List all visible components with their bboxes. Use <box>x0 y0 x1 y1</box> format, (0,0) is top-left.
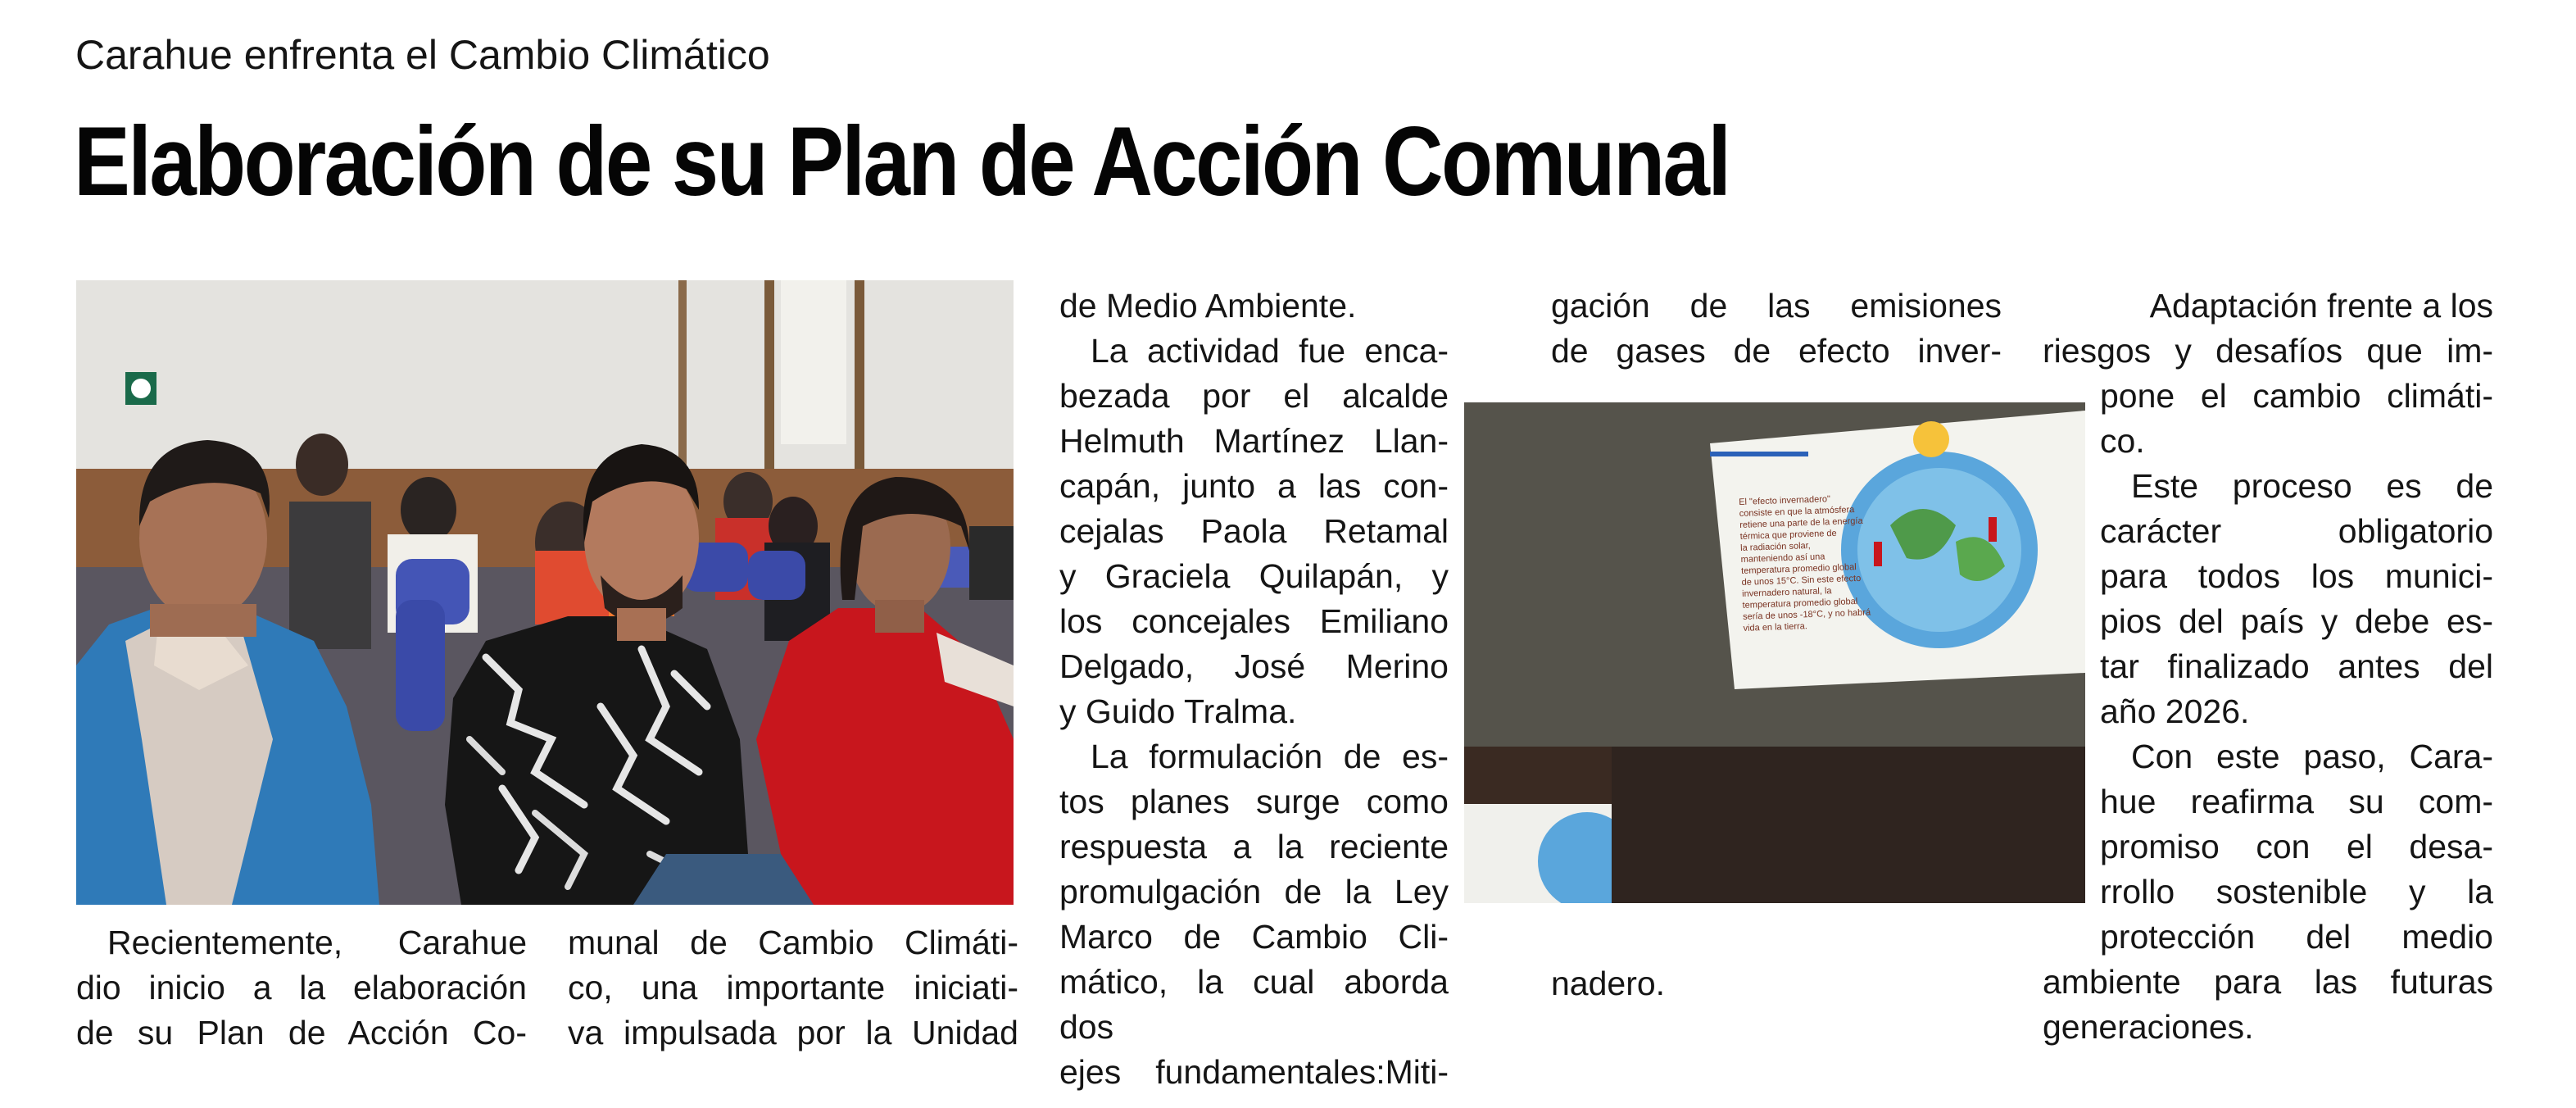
column-5-top: Adaptación frente a los riesgos y desafíos que im- <box>2043 287 2493 370</box>
column-4-bottom: nadero. <box>1551 965 1666 1002</box>
slide-photo <box>1464 402 2085 903</box>
column-3: de Medio Ambiente. La actividad fue enca- bezada por el alcalde Helmuth Martínez Llan- capán, junto a las con- cejalas Paola Retamal y Graciela Quilapán, y los concejales Emiliano Delgado, José Merino y Guido Tralma. La formulación de es- tos planes surge como respuesta a la reciente promulgación de la Ley Marco de Cambio Cli- mático, la cual aborda dos ejes fundamentales:Miti- <box>1059 287 1449 1091</box>
slide-text: El "efecto invernadero" consiste en que la atmósfera retiene una parte de la energía térmica que proviene de la radiación solar, manteniendo así una temperatura promedio global de unos 15°C. Sin este efecto invernadero natural, la temperatura promedio global sería de unos -18°C, y no habrá vida en la tierra. <box>1739 494 1871 633</box>
audience-photo <box>76 280 1014 905</box>
column-4-top: gación de las emisiones de gases de efecto inver- <box>1551 287 2002 370</box>
column-1: Recientemente, Carahue dio inicio a la elaboración de su Plan de Acción Co- <box>76 924 527 1051</box>
headline: Elaboración de su Plan de Acción Comunal <box>74 107 1730 216</box>
column-5-bottom: ambiente para las futuras generaciones. <box>2043 963 2493 1046</box>
kicker: Carahue enfrenta el Cambio Climático <box>75 32 770 78</box>
column-2: munal de Cambio Climáti- co, una importante iniciati- va impulsada por la Unidad <box>568 924 1018 1051</box>
column-5-mid: pone el cambio climáti- co. Este proceso es de carácter obligatorio para todos los munici- pios del país y debe es- tar finalizado antes del año 2026. Con este paso, Cara- hue reafirma su com- promiso con el desa- rrollo sostenible y la protección del medio <box>2100 377 2493 956</box>
